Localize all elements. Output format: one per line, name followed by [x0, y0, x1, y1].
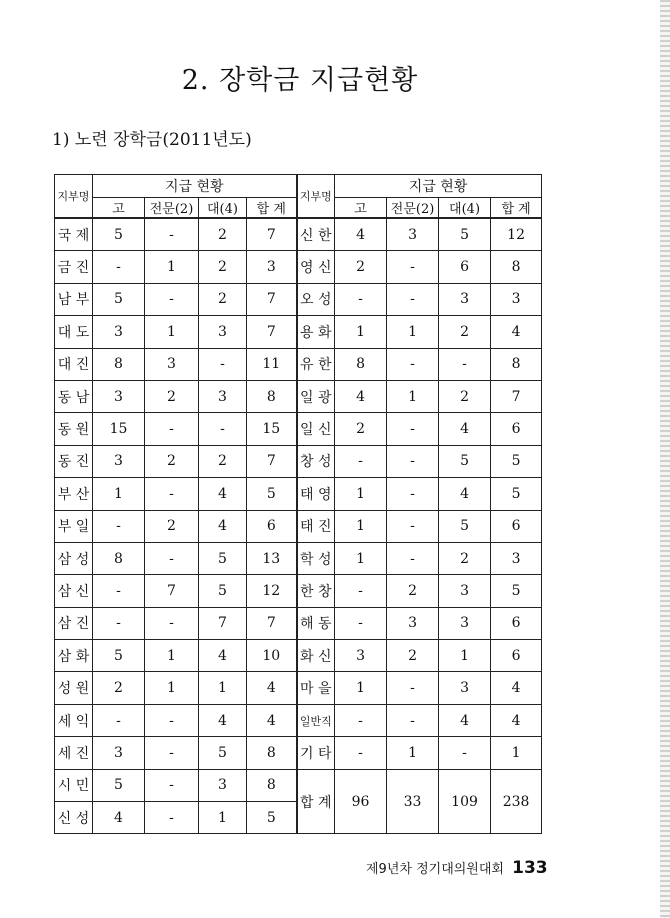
value-cell: 6: [491, 640, 542, 672]
value-cell: 8: [93, 348, 145, 380]
table-row: [55, 769, 542, 801]
table-row: [55, 380, 542, 412]
value-cell: 2: [439, 380, 491, 412]
value-cell: -: [145, 607, 199, 639]
total-cell: 238: [491, 769, 542, 834]
value-cell: 5: [439, 218, 491, 251]
branch-name: 시 민: [55, 769, 93, 801]
value-cell: 7: [247, 283, 297, 315]
value-cell: 8: [247, 737, 297, 769]
value-cell: 5: [93, 218, 145, 251]
value-cell: -: [387, 413, 439, 445]
branch-name: 성 원: [55, 672, 93, 704]
branch-name: 삼 진: [55, 607, 93, 639]
value-cell: -: [199, 348, 247, 380]
branch-name: 오 성: [297, 283, 335, 315]
value-cell: 8: [247, 769, 297, 801]
value-cell: -: [93, 251, 145, 283]
value-cell: -: [145, 542, 199, 574]
table-row: [55, 478, 542, 510]
value-cell: -: [387, 348, 439, 380]
value-cell: 3: [439, 575, 491, 607]
value-cell: 2: [199, 218, 247, 251]
branch-name: 부 산: [55, 478, 93, 510]
value-cell: 4: [491, 316, 542, 348]
table-row: [55, 737, 542, 769]
value-cell: -: [145, 704, 199, 736]
table-row: [55, 413, 542, 445]
value-cell: 3: [491, 283, 542, 315]
value-cell: 2: [199, 251, 247, 283]
branch-name: 영 신: [297, 251, 335, 283]
value-cell: 7: [247, 218, 297, 251]
branch-name: 세 익: [55, 704, 93, 736]
value-cell: 5: [93, 769, 145, 801]
value-cell: 4: [93, 802, 145, 834]
value-cell: -: [439, 737, 491, 769]
value-cell: -: [93, 704, 145, 736]
value-cell: 3: [93, 316, 145, 348]
value-cell: 3: [387, 218, 439, 251]
branch-name: 부 일: [55, 510, 93, 542]
value-cell: 6: [491, 413, 542, 445]
value-cell: 3: [199, 316, 247, 348]
branch-header-right: 지부명: [297, 175, 335, 219]
sub-header: 전문(2): [145, 198, 199, 219]
value-cell: 10: [247, 640, 297, 672]
value-cell: 6: [491, 607, 542, 639]
value-cell: 2: [199, 445, 247, 477]
value-cell: -: [335, 283, 387, 315]
branch-name: 동 진: [55, 445, 93, 477]
branch-name: 삼 신: [55, 575, 93, 607]
sub-header: 전문(2): [387, 198, 439, 219]
value-cell: -: [387, 445, 439, 477]
table-row: [55, 640, 542, 672]
value-cell: -: [387, 672, 439, 704]
value-cell: 8: [335, 348, 387, 380]
value-cell: 3: [439, 283, 491, 315]
value-cell: 1: [387, 380, 439, 412]
value-cell: 7: [247, 316, 297, 348]
value-cell: 7: [491, 380, 542, 412]
table-row: [55, 672, 542, 704]
value-cell: 8: [491, 348, 542, 380]
value-cell: -: [145, 769, 199, 801]
value-cell: 5: [199, 737, 247, 769]
branch-name: 태 진: [297, 510, 335, 542]
value-cell: 3: [93, 737, 145, 769]
value-cell: 8: [491, 251, 542, 283]
value-cell: -: [335, 607, 387, 639]
table-row: [55, 283, 542, 315]
value-cell: 7: [247, 607, 297, 639]
value-cell: 4: [199, 640, 247, 672]
value-cell: 1: [387, 737, 439, 769]
value-cell: 4: [439, 413, 491, 445]
page-title: 2. 장학금 지급현황: [181, 65, 419, 96]
value-cell: 3: [491, 542, 542, 574]
value-cell: 12: [247, 575, 297, 607]
total-label: 합 계: [297, 769, 335, 834]
value-cell: 3: [93, 380, 145, 412]
branch-name: 신 한: [297, 218, 335, 251]
value-cell: 1: [491, 737, 542, 769]
sub-header: 합 계: [247, 198, 297, 219]
branch-name: 창 성: [297, 445, 335, 477]
table-row: [55, 510, 542, 542]
value-cell: 13: [247, 542, 297, 574]
value-cell: 4: [491, 672, 542, 704]
value-cell: 2: [199, 283, 247, 315]
branch-name: 삼 성: [55, 542, 93, 574]
sub-header: 대(4): [199, 198, 247, 219]
value-cell: -: [145, 218, 199, 251]
total-cell: 96: [335, 769, 387, 834]
value-cell: 5: [439, 445, 491, 477]
value-cell: 3: [439, 672, 491, 704]
value-cell: -: [145, 802, 199, 834]
branch-name: 세 진: [55, 737, 93, 769]
sub-header: 고: [93, 198, 145, 219]
value-cell: 1: [199, 672, 247, 704]
table-row: [55, 251, 542, 283]
value-cell: 2: [145, 445, 199, 477]
value-cell: 1: [387, 316, 439, 348]
value-cell: 2: [439, 316, 491, 348]
branch-name: 동 남: [55, 380, 93, 412]
value-cell: -: [145, 737, 199, 769]
total-cell: 109: [439, 769, 491, 834]
value-cell: 7: [247, 445, 297, 477]
value-cell: -: [387, 704, 439, 736]
value-cell: 3: [145, 348, 199, 380]
value-cell: -: [439, 348, 491, 380]
value-cell: 6: [439, 251, 491, 283]
value-cell: 4: [247, 672, 297, 704]
branch-name: 일 광: [297, 380, 335, 412]
group-header-right: 지급 현황: [335, 175, 542, 198]
value-cell: -: [93, 510, 145, 542]
page-number: 133: [512, 858, 548, 878]
branch-name: 금 진: [55, 251, 93, 283]
value-cell: 3: [387, 607, 439, 639]
value-cell: 4: [199, 510, 247, 542]
sub-header: 고: [335, 198, 387, 219]
table-row: [55, 542, 542, 574]
value-cell: -: [93, 607, 145, 639]
value-cell: 2: [335, 413, 387, 445]
table-row: [55, 704, 542, 736]
value-cell: 12: [491, 218, 542, 251]
value-cell: 11: [247, 348, 297, 380]
value-cell: -: [145, 283, 199, 315]
value-cell: 2: [387, 640, 439, 672]
value-cell: 4: [199, 704, 247, 736]
branch-name: 신 성: [55, 802, 93, 834]
branch-name: 대 진: [55, 348, 93, 380]
sub-header: 합 계: [491, 198, 542, 219]
value-cell: 6: [247, 510, 297, 542]
value-cell: 15: [93, 413, 145, 445]
value-cell: -: [387, 251, 439, 283]
table-row: [55, 445, 542, 477]
value-cell: 5: [491, 478, 542, 510]
value-cell: -: [335, 737, 387, 769]
value-cell: 1: [145, 640, 199, 672]
group-header-left: 지급 현황: [93, 175, 297, 198]
branch-header-left: 지부명: [55, 175, 93, 219]
value-cell: -: [387, 510, 439, 542]
value-cell: 1: [335, 316, 387, 348]
value-cell: 1: [335, 542, 387, 574]
value-cell: -: [145, 478, 199, 510]
branch-name: 용 화: [297, 316, 335, 348]
branch-name: 일반직: [297, 704, 335, 736]
value-cell: 6: [491, 510, 542, 542]
value-cell: 5: [93, 283, 145, 315]
value-cell: -: [93, 575, 145, 607]
value-cell: 4: [199, 478, 247, 510]
branch-name: 기 타: [297, 737, 335, 769]
value-cell: 3: [247, 251, 297, 283]
value-cell: 1: [145, 672, 199, 704]
page-footer: [366, 858, 548, 878]
branch-name: 동 원: [55, 413, 93, 445]
value-cell: -: [387, 283, 439, 315]
value-cell: 8: [247, 380, 297, 412]
value-cell: 3: [199, 769, 247, 801]
table-row: [55, 575, 542, 607]
value-cell: 3: [439, 607, 491, 639]
value-cell: 3: [93, 445, 145, 477]
value-cell: 5: [93, 640, 145, 672]
branch-name: 대 도: [55, 316, 93, 348]
value-cell: 5: [199, 542, 247, 574]
value-cell: 5: [491, 445, 542, 477]
value-cell: 2: [387, 575, 439, 607]
footer-text: 제9년차 정기대의원대회: [366, 862, 504, 877]
table-row: [55, 218, 542, 251]
section-title: 1) 노련 장학금(2011년도): [52, 130, 252, 150]
value-cell: 2: [93, 672, 145, 704]
total-cell: 33: [387, 769, 439, 834]
value-cell: 3: [199, 380, 247, 412]
value-cell: -: [387, 478, 439, 510]
branch-name: 해 동: [297, 607, 335, 639]
value-cell: 8: [93, 542, 145, 574]
branch-name: 한 창: [297, 575, 335, 607]
sub-header: 대(4): [439, 198, 491, 219]
value-cell: 5: [439, 510, 491, 542]
value-cell: 1: [335, 478, 387, 510]
table-row: [55, 348, 542, 380]
table-row: [55, 607, 542, 639]
value-cell: 7: [199, 607, 247, 639]
value-cell: 1: [335, 510, 387, 542]
branch-name: 국 제: [55, 218, 93, 251]
branch-name: 일 신: [297, 413, 335, 445]
value-cell: -: [145, 413, 199, 445]
value-cell: 1: [335, 672, 387, 704]
value-cell: 2: [145, 510, 199, 542]
value-cell: 1: [439, 640, 491, 672]
value-cell: 2: [335, 251, 387, 283]
value-cell: 5: [247, 802, 297, 834]
value-cell: 1: [93, 478, 145, 510]
value-cell: 4: [439, 704, 491, 736]
value-cell: -: [199, 413, 247, 445]
value-cell: 1: [145, 316, 199, 348]
scholarship-table: [54, 174, 542, 834]
value-cell: 5: [199, 575, 247, 607]
value-cell: 3: [335, 640, 387, 672]
value-cell: 2: [145, 380, 199, 412]
value-cell: 7: [145, 575, 199, 607]
value-cell: 4: [439, 478, 491, 510]
value-cell: 4: [335, 380, 387, 412]
value-cell: 2: [439, 542, 491, 574]
branch-name: 삼 화: [55, 640, 93, 672]
branch-name: 유 한: [297, 348, 335, 380]
branch-name: 마 을: [297, 672, 335, 704]
value-cell: 1: [199, 802, 247, 834]
page-binding-edge: [660, 0, 670, 918]
value-cell: -: [335, 575, 387, 607]
value-cell: 4: [335, 218, 387, 251]
value-cell: 4: [491, 704, 542, 736]
branch-name: 태 영: [297, 478, 335, 510]
value-cell: 1: [145, 251, 199, 283]
value-cell: -: [335, 704, 387, 736]
branch-name: 남 부: [55, 283, 93, 315]
value-cell: 5: [491, 575, 542, 607]
value-cell: 4: [247, 704, 297, 736]
branch-name: 화 신: [297, 640, 335, 672]
branch-name: 학 성: [297, 542, 335, 574]
table-row: [55, 316, 542, 348]
value-cell: 15: [247, 413, 297, 445]
value-cell: 5: [247, 478, 297, 510]
value-cell: -: [335, 445, 387, 477]
value-cell: -: [387, 542, 439, 574]
